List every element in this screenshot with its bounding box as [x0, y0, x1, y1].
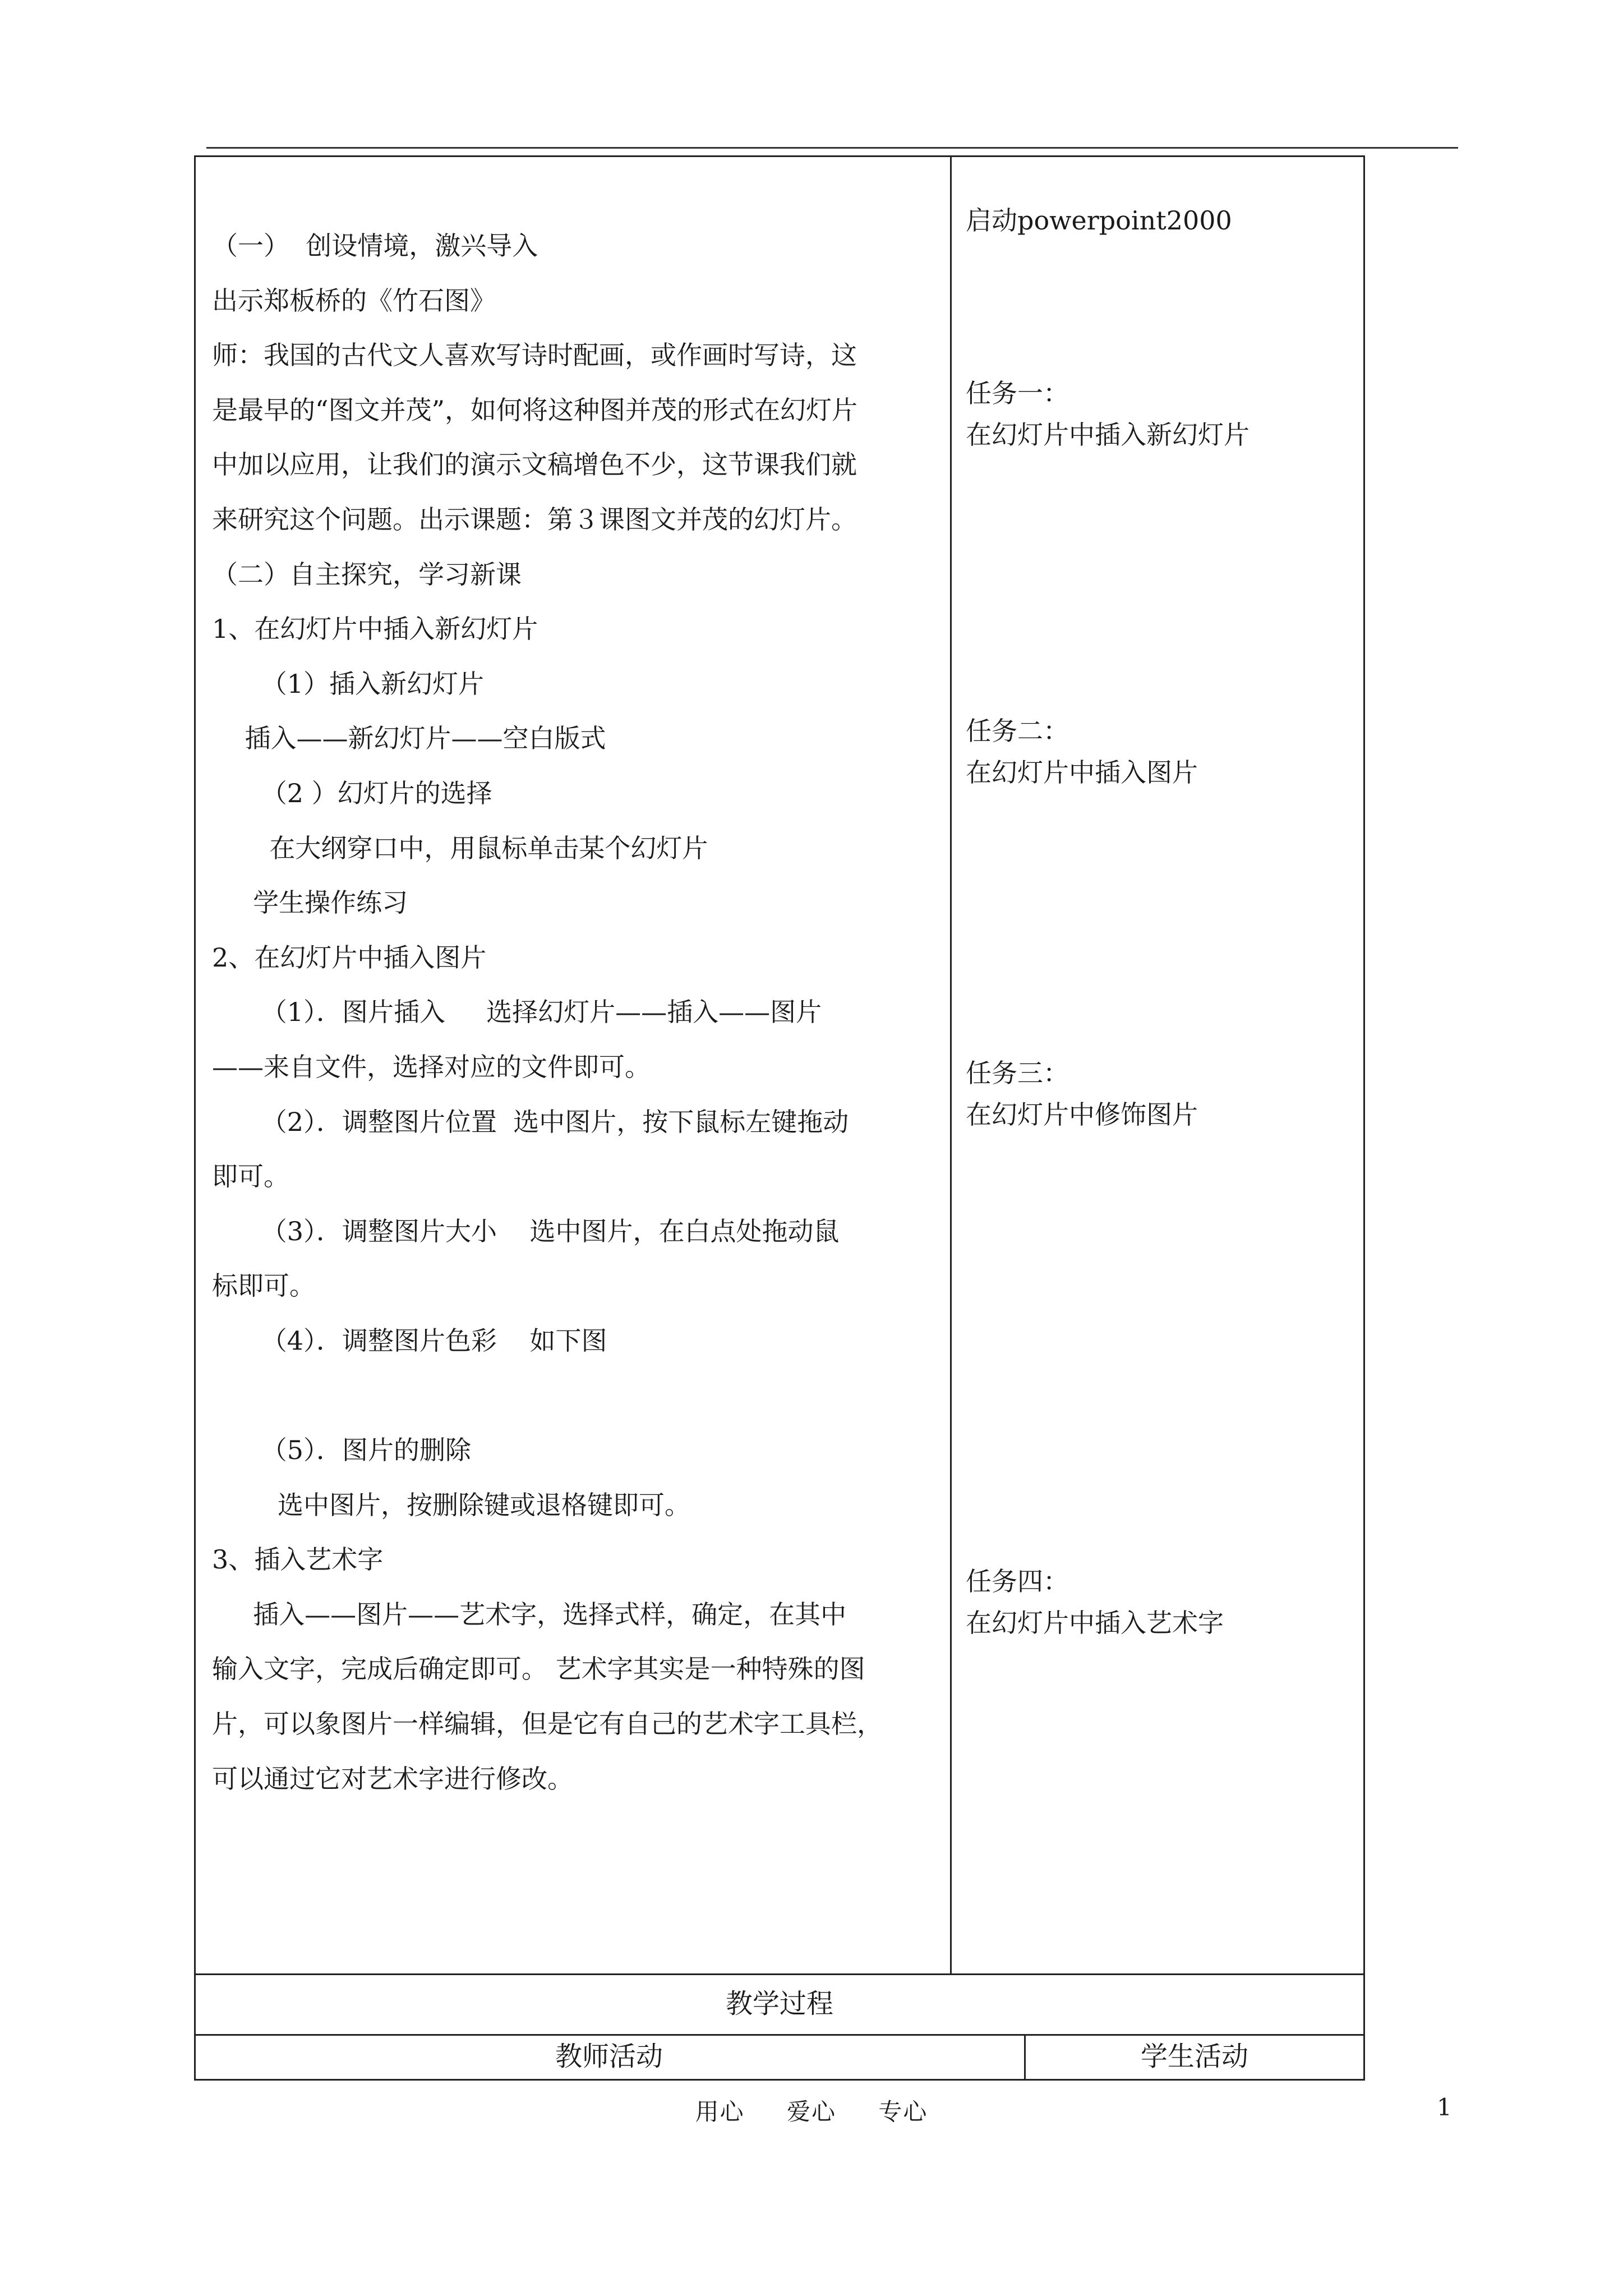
text-line: （二）自主探究，学习新课 — [212, 559, 522, 590]
text-line: 选中图片，按删除键或退格键即可。 — [212, 1489, 690, 1520]
footer-text: 爱心 — [786, 2098, 836, 2125]
task-4-text: 在幻灯片中插入艺术字 — [966, 1608, 1224, 1638]
text-line: 是最早的“图文并茂”，如何将这种图并茂的形式在幻灯片 — [212, 394, 858, 425]
text-line: 插入——图片——艺术字，选择式样，确定，在其中 — [212, 1599, 847, 1630]
teacher-activity-heading: 教师活动 — [555, 2041, 663, 2072]
start-text: 启动powerpoint2000 — [966, 205, 1232, 236]
task-2-text: 在幻灯片中插入图片 — [966, 757, 1198, 788]
text-line: 出示郑板桥的《竹石图》 — [212, 285, 496, 316]
text-line: 输入文字，完成后确定即可。 艺术字其实是一种特殊的图 — [212, 1654, 865, 1685]
text-line: 可以通过它对艺术字进行修改。 — [212, 1763, 573, 1794]
footer-text: 用心 — [695, 2098, 745, 2125]
text-line: 来研究这个问题。出示课题：第３课图文并茂的幻灯片。 — [212, 504, 857, 535]
text-line: 学生操作练习 — [212, 887, 408, 918]
text-line: 在大纲穿口中，用鼠标单击某个幻灯片 — [212, 832, 708, 863]
teacher-activity-text — [212, 219, 941, 1806]
text-line: （2）．调整图片位置 选中图片，按下鼠标左键拖动 — [212, 1106, 849, 1137]
text-line: 3、插入艺术字 — [212, 1544, 384, 1575]
text-line: 片，可以象图片一样编辑，但是它有自己的艺术字工具栏， — [212, 1709, 883, 1740]
text-line: （4）．调整图片色彩 如下图 — [212, 1325, 607, 1356]
task-3 — [966, 1052, 1353, 1135]
text-line: （1）．图片插入 选择幻灯片——插入——图片 — [212, 997, 822, 1028]
text-line: 2、在幻灯片中插入图片 — [212, 942, 487, 973]
task-1-title: 任务一： — [966, 378, 1069, 408]
text-line: （一） 创设情境，激兴导入 — [212, 231, 538, 261]
text-line: 1、在幻灯片中插入新幻灯片 — [212, 614, 538, 645]
text-line: （1）插入新幻灯片 — [212, 668, 484, 699]
header-rule — [206, 147, 1458, 149]
text-line: （2 ）幻灯片的选择 — [212, 777, 492, 808]
text-line: 标即可。 — [212, 1271, 315, 1301]
task-4 — [966, 1561, 1353, 1644]
text-line: ——来自文件，选择对应的文件即可。 — [212, 1051, 651, 1082]
start-instruction — [966, 200, 1353, 241]
text-line: 插入——新幻灯片——空白版式 — [212, 723, 606, 754]
text-line: 即可。 — [212, 1161, 289, 1192]
task-1-text: 在幻灯片中插入新幻灯片 — [966, 420, 1249, 450]
text-line: （3）．调整图片大小 选中图片，在白点处拖动鼠 — [212, 1216, 840, 1246]
footer-text: 专心 — [878, 2098, 928, 2125]
task-4-title: 任务四： — [966, 1566, 1069, 1596]
task-2-title: 任务二： — [966, 716, 1069, 746]
task-3-text: 在幻灯片中修饰图片 — [966, 1099, 1198, 1130]
table-column-divider — [950, 155, 952, 1975]
task-3-title: 任务三： — [966, 1058, 1069, 1088]
teaching-process-heading: 教学过程 — [725, 1988, 833, 2019]
text-line: （5）．图片的删除 — [212, 1435, 471, 1466]
student-activity-heading: 学生活动 — [1140, 2041, 1248, 2072]
text-line — [212, 1368, 941, 1423]
task-1 — [966, 372, 1353, 455]
text-line: 师：我国的古代文人喜欢写诗时配画，或作画时写诗，这 — [212, 340, 857, 371]
page-footer — [0, 2093, 1623, 2127]
task-2 — [966, 710, 1353, 793]
page-number: 1 — [1437, 2093, 1452, 2121]
text-line: 中加以应用，让我们的演示文稿增色不少，这节课我们就 — [212, 449, 857, 480]
